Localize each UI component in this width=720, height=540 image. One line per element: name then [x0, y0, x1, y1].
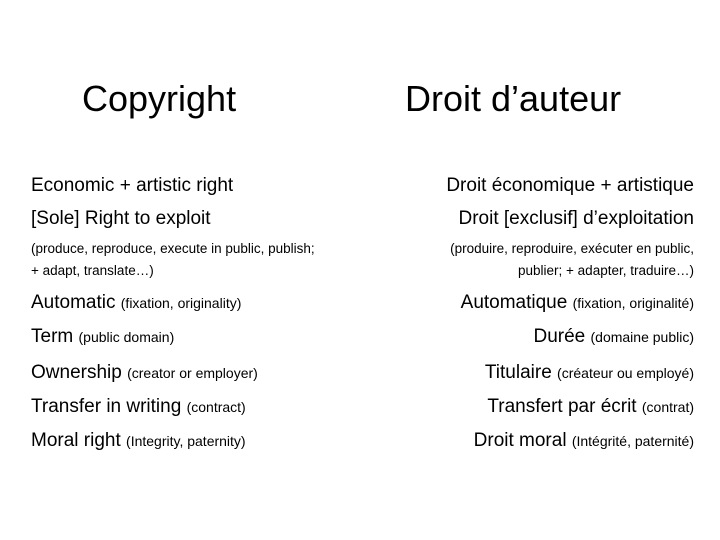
fr-droit-exploitation: Droit [exclusif] d’exploitation — [458, 208, 694, 229]
fr-item-note: (contrat) — [641, 399, 694, 415]
en-item-main: Transfer in writing — [31, 396, 182, 417]
en-right-to-exploit: [Sole] Right to exploit — [31, 208, 211, 229]
fr-item-titulaire — [485, 362, 694, 384]
en-item-term — [31, 326, 174, 348]
fr-item-automatique — [461, 292, 694, 314]
en-item-transfer — [31, 396, 246, 418]
title-droit-auteur: Droit d’auteur — [405, 78, 622, 119]
en-item-note: (fixation, originality) — [120, 295, 242, 311]
fr-item-main: Transfert par écrit — [487, 396, 637, 417]
en-item-note: (contract) — [186, 399, 246, 415]
fr-item-note: (créateur ou employé) — [557, 365, 694, 381]
en-paren-line-1: (produce, reproduce, execute in public, publish; — [31, 241, 315, 256]
en-item-main: Term — [31, 326, 74, 347]
title-copyright: Copyright — [82, 78, 237, 119]
en-paren-line-2: + adapt, translate…) — [31, 263, 154, 278]
fr-item-transfert — [487, 396, 694, 418]
fr-item-main: Durée — [533, 326, 586, 347]
en-economic-right: Economic + artistic right — [31, 175, 234, 196]
en-item-main: Ownership — [31, 362, 122, 383]
en-item-automatic — [31, 292, 241, 314]
en-item-note: (Integrity, paternity) — [126, 433, 246, 449]
en-item-moral-right — [31, 430, 246, 452]
fr-item-note: (domaine public) — [590, 329, 694, 345]
en-item-main: Automatic — [31, 292, 116, 313]
en-item-note: (creator or employer) — [127, 365, 258, 381]
en-item-main: Moral right — [31, 430, 121, 451]
fr-paren-line-1: (produire, reproduire, exécuter en public, — [450, 241, 694, 256]
fr-droit-economique: Droit économique + artistique — [446, 175, 694, 196]
fr-item-duree — [533, 326, 694, 348]
fr-paren-line-2: publier; + adapter, traduire…) — [518, 263, 694, 278]
fr-item-note: (Intégrité, paternité) — [571, 433, 694, 449]
fr-item-main: Titulaire — [484, 362, 552, 383]
fr-item-main: Automatique — [460, 292, 568, 313]
en-item-ownership — [31, 362, 258, 384]
en-item-note: (public domain) — [78, 329, 175, 345]
fr-item-note: (fixation, originalité) — [572, 295, 694, 311]
fr-item-main: Droit moral — [473, 430, 567, 451]
fr-item-droit-moral — [474, 430, 694, 452]
